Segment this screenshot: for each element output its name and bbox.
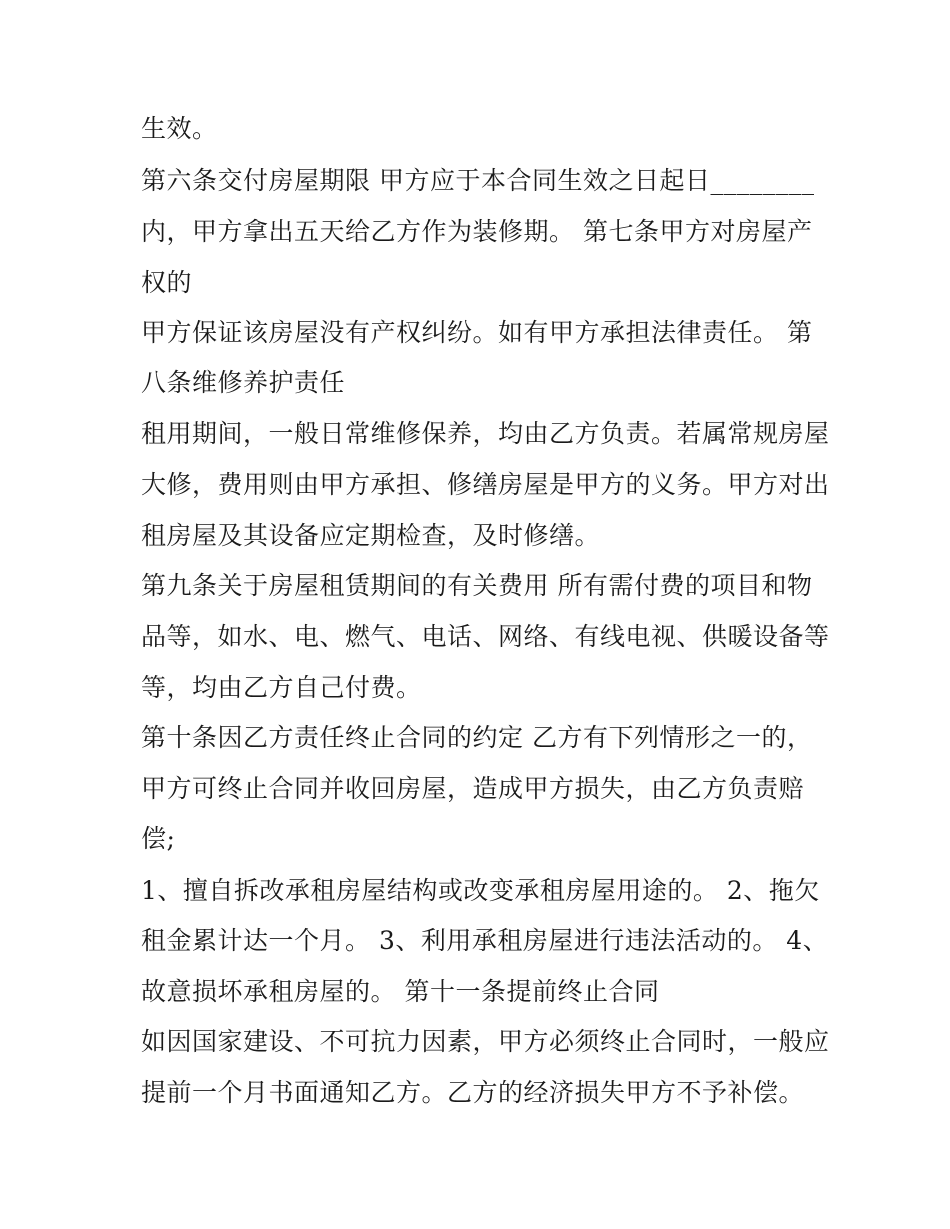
text-line-10: 第九条关于房屋租赁期间的有关费用 所有需付费的项目和物: [141, 571, 813, 600]
text-line-9: 租房屋及其设备应定期检查，及时修缮。: [141, 521, 601, 550]
text-line-15: 偿;: [141, 824, 176, 853]
text-line-20: 提前一个月书面通知乙方。乙方的经济损失甲方不予补偿。: [141, 1078, 805, 1107]
text-line-3: 内，甲方拿出五天给乙方作为装修期。 第七条甲方对房屋产: [141, 217, 813, 246]
text-line-11: 品等，如水、电、燃气、电话、网络、有线电视、供暖设备等: [141, 622, 830, 651]
text-line-5: 甲方保证该房屋没有产权纠纷。如有甲方承担法律责任。 第: [141, 318, 813, 347]
text-line-19: 如因国家建设、不可抗力因素，甲方必须终止合同时，一般应: [141, 1027, 830, 1056]
text-line-13: 第十条因乙方责任终止合同的约定 乙方有下列情形之一的，: [141, 723, 813, 752]
text-line-7: 租用期间，一般日常维修保养，均由乙方负责。若属常规房屋: [141, 419, 830, 448]
text-line-1: 生效。: [141, 114, 218, 143]
text-line-4: 权的: [141, 268, 193, 297]
text-line-14: 甲方可终止合同并收回房屋，造成甲方损失，由乙方负责赔: [141, 774, 805, 803]
text-line-6: 八条维修养护责任: [141, 368, 346, 397]
text-line-2: 第六条交付房屋期限 甲方应于本合同生效之日起日________: [141, 166, 815, 195]
text-line-18: 故意损坏承租房屋的。 第十一条提前终止合同: [141, 977, 660, 1006]
text-line-17: 租金累计达一个月。 3、利用承租房屋进行违法活动的。 4、: [141, 926, 829, 955]
text-line-16: 1、擅自拆改承租房屋结构或改变承租房屋用途的。 2、拖欠: [141, 876, 820, 905]
text-line-12: 等，均由乙方自己付费。: [141, 673, 422, 702]
text-line-8: 大修，费用则由甲方承担、修缮房屋是甲方的义务。甲方对出: [141, 470, 830, 499]
